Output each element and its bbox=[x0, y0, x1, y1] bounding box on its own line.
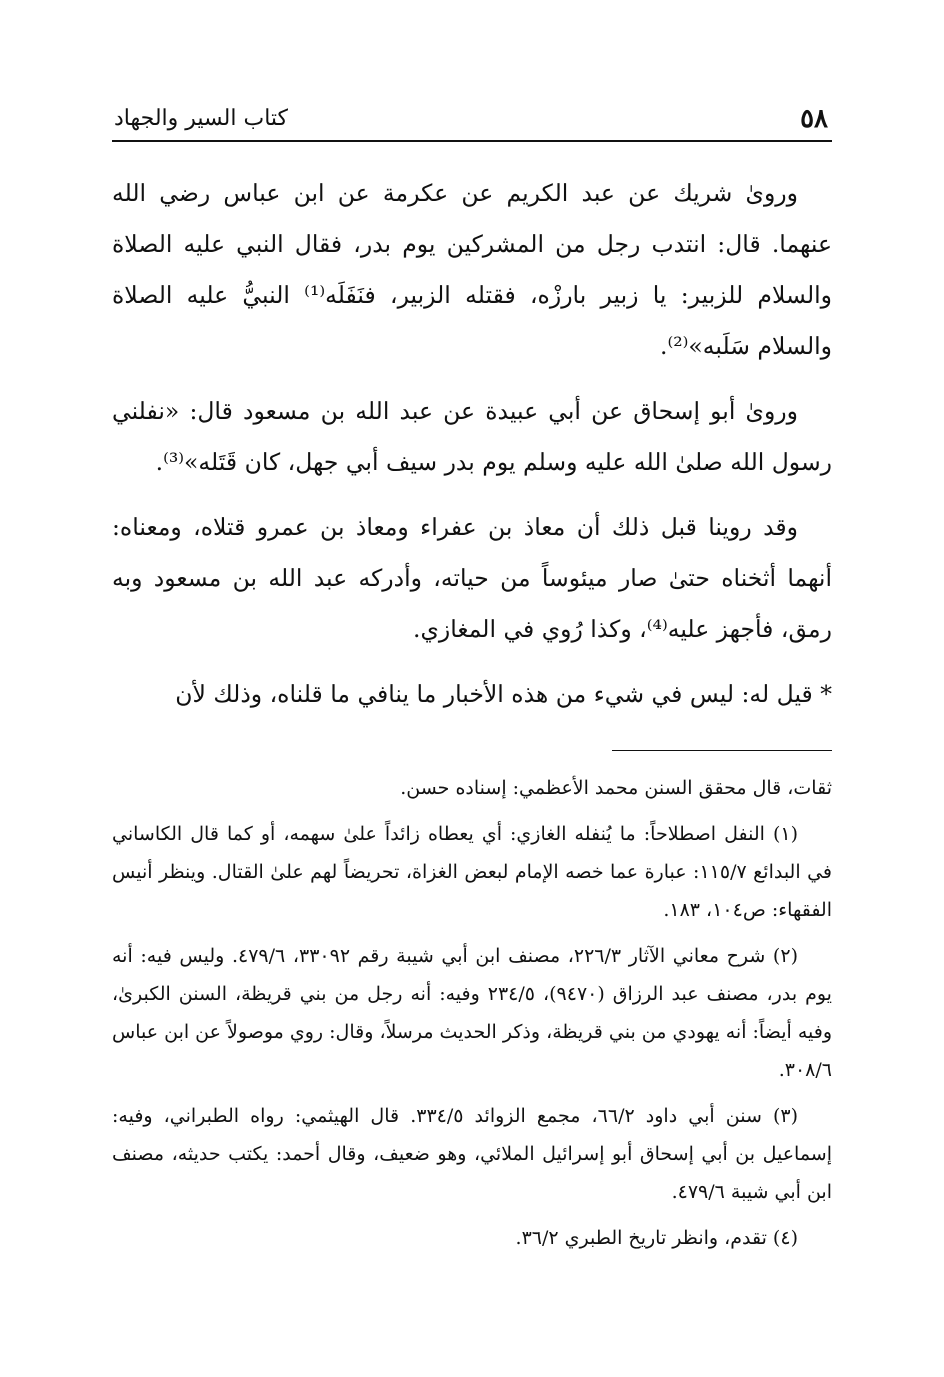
page-header bbox=[112, 96, 832, 142]
footnote-divider bbox=[612, 750, 832, 751]
document-page bbox=[112, 96, 832, 1265]
paragraph: وقد روينا قبل ذلك أن معاذ بن عفراء ومعاذ بن عمرو قتلاه، ومعناه: أنهما أثخناه حتىٰ صار ميئوساً من حياته، وأدركه عبد الله بن مسعود وبه رمق، فأجهز عليه⁽⁴⁾، وكذا رُوي في المغازي. bbox=[112, 513, 832, 643]
footnote-2: (٢) شرح معاني الآثار ٢٢٦/٣، مصنف ابن أبي شيبة رقم ٣٣٠٩٢، ٤٧٩/٦. وليس فيه: أنه يوم بدر، مصنف عبد الرزاق (٩٤٧٠)، ٢٣٤/٥ وفيه: أنه رجل من بني قريظة، السنن الكبرىٰ، وفيه أيضاً: أنه يهودي من بني قريظة، وذكر الحديث مرسلاً، وقال: روي موصولاً عن ابن عباس ٣٠٨/٦. bbox=[112, 945, 832, 1081]
footnotes bbox=[112, 769, 832, 1257]
footnote-4: (٤) تقدم، وانظر تاريخ الطبري ٣٦/٢. bbox=[515, 1227, 798, 1249]
running-title: كتاب السير والجهاد bbox=[114, 106, 289, 131]
paragraph: * قيل له: ليس في شيء من هذه الأخبار ما ينافي ما قلناه، وذلك لأن bbox=[175, 680, 832, 708]
main-text bbox=[112, 168, 832, 720]
footnote-1: (١) النفل اصطلاحاً: ما يُنفله الغازي: أي يعطاه زائداً علىٰ سهمه، أو كما قال الكاساني في البدائع ١١٥/٧: عبارة عما خصه الإمام لبعض الغزاة، تحريضاً لهم علىٰ القتال. وينظر أنيس الفقهاء: ص١٠٤، ١٨٣. bbox=[112, 823, 833, 921]
page-number: ٥٨ bbox=[800, 104, 828, 134]
footnote-3: (٣) سنن أبي داود ٦٦/٢، مجمع الزوائد ٣٣٤/٥. قال الهيثمي: رواه الطبراني، وفيه: إسماعيل بن أبي إسحاق أبو إسرائيل الملائي، وهو ضعيف، وقال أحمد: يكتب حديثه، مصنف ابن أبي شيبة ٤٧٩/٦. bbox=[112, 1105, 832, 1203]
paragraph: ورویٰ أبو إسحاق عن أبي عبيدة عن عبد الله بن مسعود قال: «نفلني رسول الله صلىٰ الله عليه وسلم يوم بدر سيف أبي جهل، كان قَتَله»⁽³⁾. bbox=[112, 397, 832, 476]
footnote-continuation: ثقات، قال محقق السنن محمد الأعظمي: إسناده حسن. bbox=[400, 777, 832, 799]
paragraph: ورویٰ شريك عن عبد الكريم عن عكرمة عن ابن عباس رضي الله عنهما. قال: انتدب رجل من المشركين يوم بدر، فقال النبي عليه الصلاة والسلام للزبير: يا زبير بارزْه، فقتله الزبير، فنَفَلَه⁽¹⁾ النبيُّ عليه الصلاة والسلام سَلَبه»⁽²⁾. bbox=[112, 179, 832, 360]
